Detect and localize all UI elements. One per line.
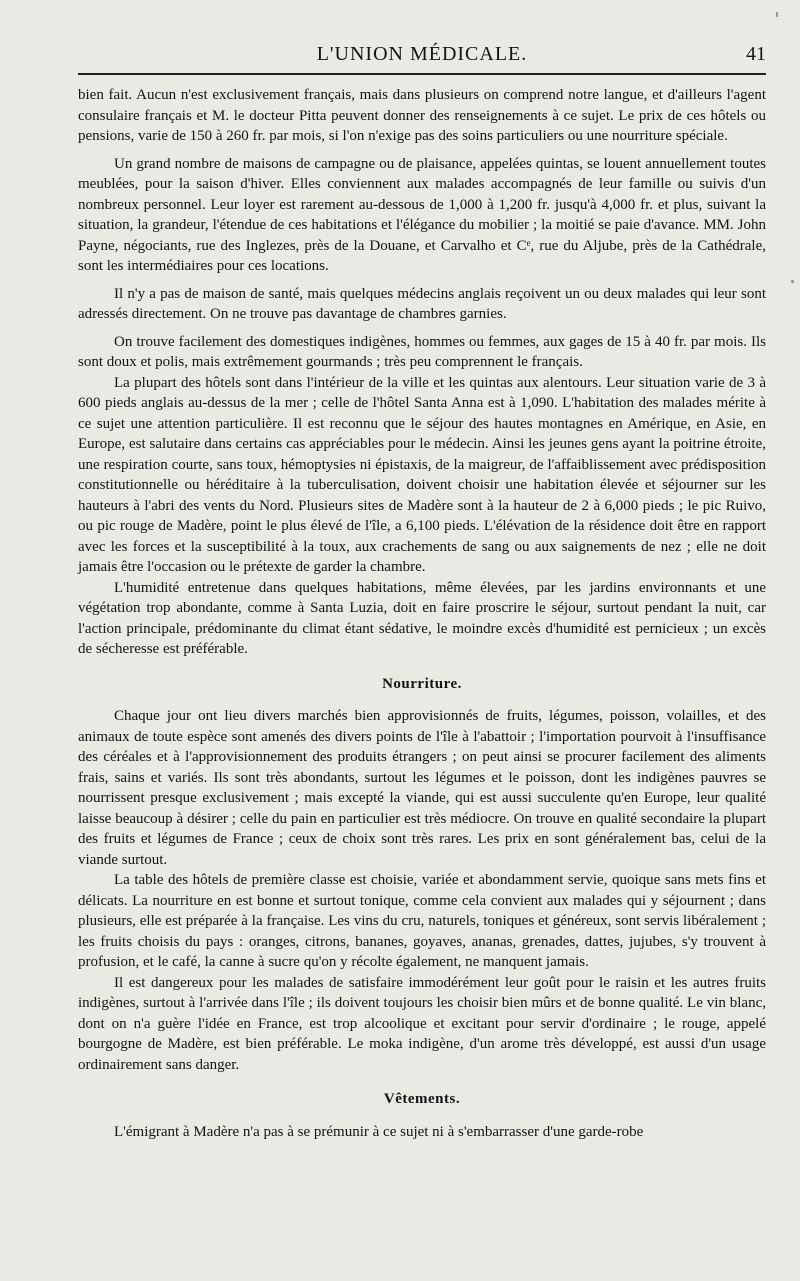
paragraph: Chaque jour ont lieu divers marchés bien approvisionnés de fruits, légumes, poisson, volailles, et des animaux de toute espèce sont amenés des divers points de l'île à l'abattoir ; l'importation pourvoit à l'insuffisance des céréales et à l'approvisionnement des produits étrangers ; on peut ainsi se procurer facilement des aliments frais, sains et variés. Ils sont très abondants, surtout les légumes et le poisson, dont les indigènes pauvres se nourrissent presque exclusivement ; mais excepté la viande, qui est aussi succulente qu'en Europe, leur qualité laisse beaucoup à désirer ; celle du pain en particulier est très médiocre. On trouve en qualité secondaire la plupart des fruits et légumes de France ; ceux de choix sont très rares. Les prix en sont généralement bas, celui de la viande surtout. <box>78 708 766 868</box>
scan-artifact <box>776 12 778 17</box>
page-header <box>78 40 766 66</box>
paragraph: Un grand nombre de maisons de campagne ou de plaisance, appelées quintas, se louent annuellement toutes meublées, pour la saison d'hiver. Elles conviennent aux malades accompagnés de leur famille ou suivis d'un nombreux personnel. Leur loyer est rarement au-dessous de 1,000 à 1,200 fr. jusqu'à 4,000 fr. et plus, suivant la situation, la grandeur, l'étendue de ces habitations et l'élégance du mobilier ; la moitié se paie d'avance. MM. John Payne, négociants, rue des Inglezes, près de la Douane, et Carvalho et Cᵉ, rue du Aljube, près de la Cathédrale, sont les intermédiaires pour ces locations. <box>78 155 766 274</box>
paragraph: La plupart des hôtels sont dans l'intérieur de la ville et les quintas aux alentours. Leur situation varie de 3 à 600 pieds anglais au-dessus de la mer ; celle de l'hôtel Santa Anna est à 1,090. L'habitation des malades mérite à ce sujet une attention particulière. Il est reconnu que le séjour des hautes montagnes en Amérique, en Asie, en Europe, est salutaire dans certains cas appréciables pour le médecin. Ainsi les jeunes gens ayant la poitrine étroite, une respiration courte, sans toux, hémoptysies ni épistaxis, de la maigreur, de l'affaiblissement avec prédisposition constitutionnelle ou héréditaire à la tuberculisation, doivent choisir une habitation élevée et séjourner sur les hauteurs à l'abri des vents du Nord. Plusieurs sites de Madère sont à la hauteur de 2 à 6,000 pieds ; le pic Ruivo, ou pic rouge de Madère, point le plus élevé de l'île, a 6,100 pieds. L'élévation de la résidence doit être en rapport avec les forces et la susceptibilité à la toux, aux crachements de sang ou aux saignements de nez ; elle ne doit jamais être l'occasion ou le prétexte de garder la chambre. <box>78 374 766 575</box>
paragraph: L'émigrant à Madère n'a pas à se prémunir à ce sujet ni à s'embarrasser d'une garde-robe <box>114 1123 644 1140</box>
running-title: L'UNION MÉDICALE. <box>316 43 528 65</box>
page-number: 41 <box>746 43 766 65</box>
paragraph: bien fait. Aucun n'est exclusivement français, mais dans plusieurs on comprend notre langue, et d'ailleurs l'agent consulaire français et M. le docteur Pitta peuvent donner des renseignements à ce sujet. Le prix de ces hôtels ou pensions, varie de 150 à 260 fr. par mois, si l'on n'exige pas des soins particuliers ou une nourriture spéciale. <box>78 87 766 144</box>
paragraph: L'humidité entretenue dans quelques habitations, même élevées, par les jardins environnants et une végétation trop abondante, comme à Santa Luzia, doit en faire proscrire le séjour, surtout pendant la nuit, car l'action principale, prédominante du climat étant sédative, le moindre excès d'humidité est pernicieux ; un excès de sécheresse est préférable. <box>78 579 766 657</box>
scan-artifact <box>791 280 794 283</box>
paragraph: Il n'y a pas de maison de santé, mais quelques médecins anglais reçoivent un ou deux malades qui leur sont adressés directement. On ne trouve pas davantage de chambres garnies. <box>78 285 766 322</box>
paragraph: On trouve facilement des domestiques indigènes, hommes ou femmes, aux gages de 15 à 40 fr. par mois. Ils sont doux et polis, mais extrêmement gourmands ; très peu comprennent le français. <box>78 333 766 370</box>
paragraph: La table des hôtels de première classe est choisie, variée et abondamment servie, quoique sans mets fins et délicats. La nourriture en est bonne et surtout tonique, comme cela convient aux malades qui y séjournent ; dans plusieurs, elle est préparée à la française. Les vins du cru, naturels, toniques et généreux, sont servis libéralement ; les fruits choisis du pays : oranges, citrons, bananes, goyaves, ananas, grenades, dattes, jujubes, s'y trouvent à profusion, et le café, la canne à sucre qu'on y récolte également, ne manquent jamais. <box>78 872 766 970</box>
section-heading-vetements: Vêtements. <box>383 1091 461 1107</box>
section-heading-nourriture: Nourriture. <box>382 675 462 692</box>
header-rule <box>78 73 766 75</box>
body-text <box>78 85 766 1142</box>
paragraph: Il est dangereux pour les malades de satisfaire immodérément leur goût pour le raisin et les autres fruits indigènes, surtout à l'arrivée dans l'île ; ils doivent toujours les choisir bien mûrs et de bonne qualité. Le vin blanc, dont on n'a guère l'idée en France, est trop alcoolique et excitant pour servir d'ordinaire ; le rouge, appelé bourgogne de Madère, est bien préférable. Le moka indigène, d'un arome très développé, est aussi d'un usage ordinairement sans danger. <box>78 974 766 1073</box>
